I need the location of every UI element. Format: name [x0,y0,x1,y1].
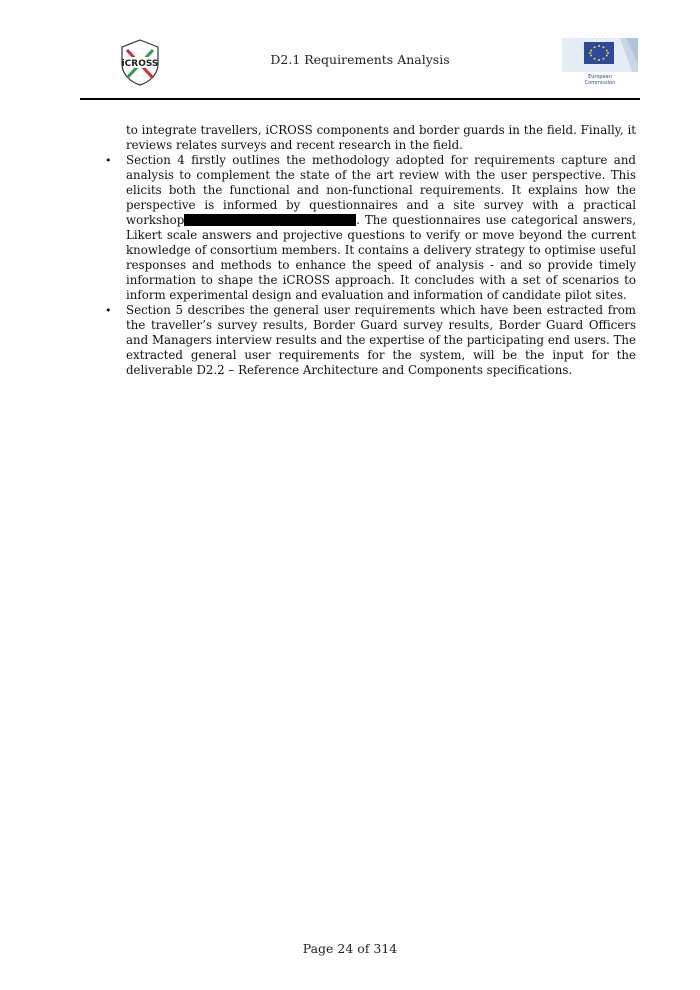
bullet-text-part-2: . The questionnaires use categorical answers, Likert scale answers and projective questions to verify or move beyond the current knowledge of consortium members. It contains a delivery strategy to optimise useful responses and methods to enhance the speed of analysis - and so provide timely information to shape the iCROSS approach. It concludes with a set of scenarios to inform experimental design and evaluation and information of candidate pilot sites. [126,213,636,302]
icross-logo-text: iCROSS [121,59,159,69]
page-number: Page 24 of 314 [302,941,398,956]
bullet-text: Section 5 describes the general user requirements which have been estracted from the traveller’s survey results, Border Guard survey results, Border Guard Officers and Managers interview results and the expertise of the participating end users. The extracted general user requirements for the system, will be the input for the deliverable D2.2 – Reference Architecture and Components specifications. [126,303,636,377]
bullet-item-section-5 [105,303,636,378]
main-content [105,123,636,378]
european-commission-label: European Commission [584,74,616,86]
redaction-bar [184,214,356,226]
page-header [80,32,640,100]
bullet-text-part-1: Section 4 firstly outlines the methodology adopted for requirements capture and analysis to complement the state of the art review with the user perspective. This elicits both the functional and non-functional requirements. It explains how the perspective is informed by questionnaires and a site survey with a practical workshop [126,153,636,227]
document-title: D2.1 Requirements Analysis [270,52,450,67]
lead-paragraph: to integrate travellers, iCROSS components and border guards in the field. Finally, it reviews relates surveys and recent research in the field. [126,123,636,152]
bullet-icon: • [105,154,112,167]
bullet-icon: • [105,304,112,317]
bullet-item-section-4 [105,153,636,303]
